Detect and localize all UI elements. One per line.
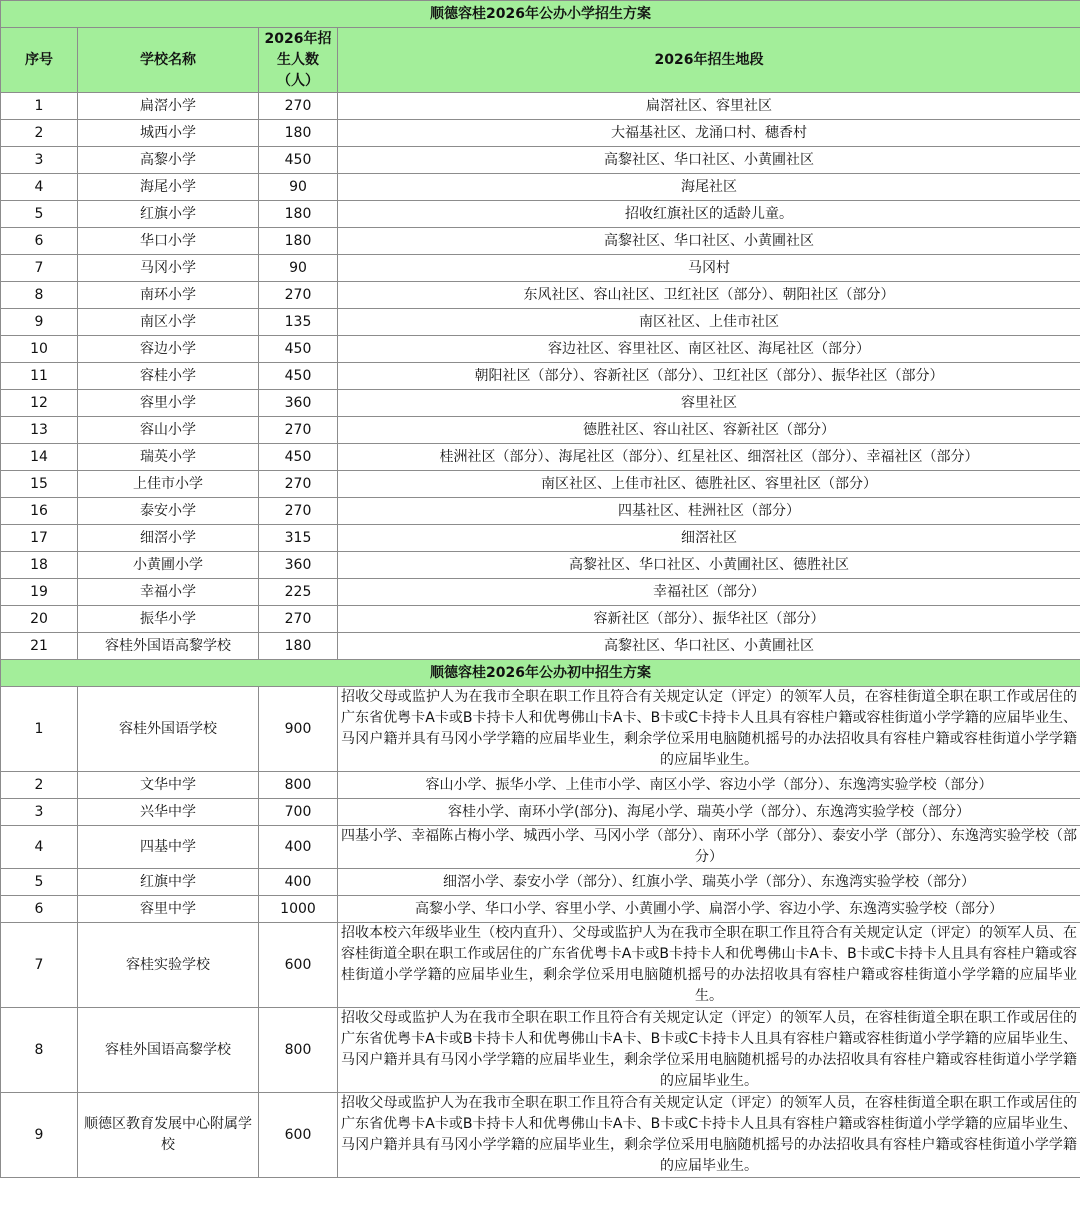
primary-title: 顺德容桂2026年公办小学招生方案 — [1, 1, 1080, 28]
enrollment-count: 315 — [259, 525, 338, 552]
row-index: 19 — [1, 579, 78, 606]
school-name: 容桂实验学校 — [78, 923, 259, 1008]
enrollment-area: 招收父母或监护人为在我市全职在职工作且符合有关规定认定（评定）的领军人员，在容桂街道全职在职工作或居住的广东省优粤卡A卡或B卡持卡人和优粤佛山卡A卡、B卡或C卡持卡人且具有容桂户籍或容桂街道小学学籍的应届毕业生、马冈户籍并具有马冈小学学籍的应届毕业生，剩余学位采用电脑随机摇号的办法招收具有容桂户籍或容桂街道小学学籍的应届毕业生。 — [338, 1093, 1080, 1178]
school-name: 华口小学 — [78, 228, 259, 255]
school-name: 扁滘小学 — [78, 93, 259, 120]
enrollment-count: 270 — [259, 93, 338, 120]
school-name: 容边小学 — [78, 336, 259, 363]
school-name: 容山小学 — [78, 417, 259, 444]
row-index: 20 — [1, 606, 78, 633]
enrollment-count: 450 — [259, 336, 338, 363]
enrollment-area: 容边社区、容里社区、南区社区、海尾社区（部分） — [338, 336, 1080, 363]
enrollment-area: 容新社区（部分）、振华社区（部分） — [338, 606, 1080, 633]
table-row — [1, 201, 1080, 228]
row-index: 21 — [1, 633, 78, 660]
table-row — [1, 120, 1080, 147]
enrollment-count: 800 — [259, 772, 338, 799]
enrollment-area: 高黎社区、华口社区、小黄圃社区 — [338, 228, 1080, 255]
enrollment-area: 招收父母或监护人为在我市全职在职工作且符合有关规定认定（评定）的领军人员，在容桂街道全职在职工作或居住的广东省优粤卡A卡或B卡持卡人和优粤佛山卡A卡、B卡或C卡持卡人且具有容桂户籍或容桂街道小学学籍的应届毕业生、马冈户籍并具有马冈小学学籍的应届毕业生，剩余学位采用电脑随机摇号的办法招收具有容桂户籍或容桂街道小学学籍的应届毕业生。 — [338, 1008, 1080, 1093]
enrollment-area: 招收本校六年级毕业生（校内直升）、父母或监护人为在我市全职在职工作且符合有关规定认定（评定）的领军人员、在容桂街道全职在职工作或居住的广东省优粤卡A卡或B卡持卡人和优粤佛山卡A卡、B卡或C卡持卡人且具有容桂户籍或容桂街道小学学籍的应届毕业生，剩余学位采用电脑随机摇号的办法招收具有容桂户籍或容桂街道小学学籍的应届毕业生。 — [338, 923, 1080, 1008]
enrollment-count: 800 — [259, 1008, 338, 1093]
enrollment-area: 容桂小学、南环小学(部分)、海尾小学、瑞英小学（部分）、东逸湾实验学校（部分） — [338, 799, 1080, 826]
row-index: 16 — [1, 498, 78, 525]
school-name: 容桂外国语学校 — [78, 687, 259, 772]
school-name: 红旗小学 — [78, 201, 259, 228]
school-name: 上佳市小学 — [78, 471, 259, 498]
enrollment-count: 270 — [259, 282, 338, 309]
row-index: 17 — [1, 525, 78, 552]
row-index: 4 — [1, 826, 78, 869]
row-index: 15 — [1, 471, 78, 498]
row-index: 14 — [1, 444, 78, 471]
enrollment-count: 400 — [259, 869, 338, 896]
row-index: 3 — [1, 799, 78, 826]
enrollment-count: 270 — [259, 498, 338, 525]
school-name: 瑞英小学 — [78, 444, 259, 471]
table-row — [1, 633, 1080, 660]
school-name: 文华中学 — [78, 772, 259, 799]
enrollment-count: 400 — [259, 826, 338, 869]
enrollment-area: 高黎小学、华口小学、容里小学、小黄圃小学、扁滘小学、容边小学、东逸湾实验学校（部分） — [338, 896, 1080, 923]
header-row — [1, 28, 1080, 93]
school-name: 容桂外国语高黎学校 — [78, 1008, 259, 1093]
table-row — [1, 93, 1080, 120]
row-index: 1 — [1, 687, 78, 772]
table-row — [1, 1093, 1080, 1178]
row-index: 6 — [1, 228, 78, 255]
school-name: 小黄圃小学 — [78, 552, 259, 579]
enrollment-count: 1000 — [259, 896, 338, 923]
enrollment-area: 高黎社区、华口社区、小黄圃社区、德胜社区 — [338, 552, 1080, 579]
table-row — [1, 772, 1080, 799]
school-name: 马冈小学 — [78, 255, 259, 282]
school-name: 细滘小学 — [78, 525, 259, 552]
enrollment-area: 细滘社区 — [338, 525, 1080, 552]
table-row — [1, 147, 1080, 174]
table-row — [1, 336, 1080, 363]
row-index: 12 — [1, 390, 78, 417]
table-row — [1, 417, 1080, 444]
row-index: 5 — [1, 201, 78, 228]
school-name: 泰安小学 — [78, 498, 259, 525]
row-index: 2 — [1, 772, 78, 799]
table-row — [1, 525, 1080, 552]
row-index: 7 — [1, 923, 78, 1008]
row-index: 1 — [1, 93, 78, 120]
enrollment-count: 270 — [259, 417, 338, 444]
row-index: 18 — [1, 552, 78, 579]
table-row — [1, 579, 1080, 606]
table-row — [1, 552, 1080, 579]
enrollment-area: 扁滘社区、容里社区 — [338, 93, 1080, 120]
table-row — [1, 255, 1080, 282]
enrollment-count: 180 — [259, 633, 338, 660]
school-name: 南环小学 — [78, 282, 259, 309]
enrollment-count: 360 — [259, 390, 338, 417]
enrollment-area: 德胜社区、容山社区、容新社区（部分） — [338, 417, 1080, 444]
enrollment-count: 450 — [259, 444, 338, 471]
enrollment-count: 180 — [259, 228, 338, 255]
header-count: 2026年招生人数（人） — [259, 28, 338, 93]
header-school: 学校名称 — [78, 28, 259, 93]
enrollment-area: 海尾社区 — [338, 174, 1080, 201]
row-index: 3 — [1, 147, 78, 174]
enrollment-area: 南区社区、上佳市社区 — [338, 309, 1080, 336]
school-name: 容里中学 — [78, 896, 259, 923]
row-index: 8 — [1, 1008, 78, 1093]
row-index: 7 — [1, 255, 78, 282]
school-name: 四基中学 — [78, 826, 259, 869]
table-row — [1, 1008, 1080, 1093]
enrollment-area: 招收父母或监护人为在我市全职在职工作且符合有关规定认定（评定）的领军人员，在容桂街道全职在职工作或居住的广东省优粤卡A卡或B卡持卡人和优粤佛山卡A卡、B卡或C卡持卡人且具有容桂户籍或容桂街道小学学籍的应届毕业生、马冈户籍并具有马冈小学学籍的应届毕业生，剩余学位采用电脑随机摇号的办法招收具有容桂户籍或容桂街道小学学籍的应届毕业生。 — [338, 687, 1080, 772]
table-row — [1, 363, 1080, 390]
table-row — [1, 444, 1080, 471]
row-index: 8 — [1, 282, 78, 309]
enrollment-count: 270 — [259, 471, 338, 498]
middle-title-row — [1, 660, 1080, 687]
school-name: 城西小学 — [78, 120, 259, 147]
enrollment-area: 高黎社区、华口社区、小黄圃社区 — [338, 633, 1080, 660]
school-name: 红旗中学 — [78, 869, 259, 896]
primary-title-row — [1, 1, 1080, 28]
table-row — [1, 471, 1080, 498]
table-row — [1, 799, 1080, 826]
table-row — [1, 390, 1080, 417]
table-row — [1, 309, 1080, 336]
table-row — [1, 826, 1080, 869]
enrollment-count: 450 — [259, 147, 338, 174]
enrollment-count: 225 — [259, 579, 338, 606]
table-row — [1, 687, 1080, 772]
enrollment-area: 四基社区、桂洲社区（部分） — [338, 498, 1080, 525]
row-index: 9 — [1, 309, 78, 336]
enrollment-count: 180 — [259, 201, 338, 228]
enrollment-count: 270 — [259, 606, 338, 633]
enrollment-count: 135 — [259, 309, 338, 336]
school-name: 兴华中学 — [78, 799, 259, 826]
table-row — [1, 228, 1080, 255]
enrollment-area: 细滘小学、泰安小学（部分）、红旗小学、瑞英小学（部分）、东逸湾实验学校（部分） — [338, 869, 1080, 896]
enrollment-count: 180 — [259, 120, 338, 147]
school-name: 高黎小学 — [78, 147, 259, 174]
row-index: 13 — [1, 417, 78, 444]
enrollment-area: 东风社区、容山社区、卫红社区（部分）、朝阳社区（部分） — [338, 282, 1080, 309]
enrollment-count: 360 — [259, 552, 338, 579]
enrollment-area: 幸福社区（部分） — [338, 579, 1080, 606]
row-index: 4 — [1, 174, 78, 201]
table-row — [1, 923, 1080, 1008]
enrollment-area: 容里社区 — [338, 390, 1080, 417]
enrollment-count: 600 — [259, 1093, 338, 1178]
school-name: 海尾小学 — [78, 174, 259, 201]
enrollment-count: 90 — [259, 174, 338, 201]
school-name: 容桂外国语高黎学校 — [78, 633, 259, 660]
enrollment-count: 900 — [259, 687, 338, 772]
school-name: 南区小学 — [78, 309, 259, 336]
enrollment-area: 桂洲社区（部分）、海尾社区（部分）、红星社区、细滘社区（部分）、幸福社区（部分） — [338, 444, 1080, 471]
enrollment-area: 大福基社区、龙涌口村、穗香村 — [338, 120, 1080, 147]
school-name: 容里小学 — [78, 390, 259, 417]
enrollment-count: 90 — [259, 255, 338, 282]
school-name: 顺德区教育发展中心附属学校 — [78, 1093, 259, 1178]
header-index: 序号 — [1, 28, 78, 93]
table-row — [1, 606, 1080, 633]
enrollment-area: 四基小学、幸福陈占梅小学、城西小学、马冈小学（部分）、南环小学（部分）、泰安小学（部分）、东逸湾实验学校（部分） — [338, 826, 1080, 869]
school-name: 振华小学 — [78, 606, 259, 633]
row-index: 6 — [1, 896, 78, 923]
enrollment-count: 450 — [259, 363, 338, 390]
header-area: 2026年招生地段 — [338, 28, 1080, 93]
enrollment-area: 朝阳社区（部分）、容新社区（部分）、卫红社区（部分）、振华社区（部分） — [338, 363, 1080, 390]
enrollment-count: 600 — [259, 923, 338, 1008]
row-index: 11 — [1, 363, 78, 390]
row-index: 2 — [1, 120, 78, 147]
enrollment-area: 容山小学、振华小学、上佳市小学、南区小学、容边小学（部分）、东逸湾实验学校（部分） — [338, 772, 1080, 799]
table-row — [1, 174, 1080, 201]
middle-title: 顺德容桂2026年公办初中招生方案 — [1, 660, 1080, 687]
enrollment-area: 招收红旗社区的适龄儿童。 — [338, 201, 1080, 228]
enrollment-count: 700 — [259, 799, 338, 826]
enrollment-area: 南区社区、上佳市社区、德胜社区、容里社区（部分） — [338, 471, 1080, 498]
table-row — [1, 282, 1080, 309]
table-row — [1, 498, 1080, 525]
school-name: 容桂小学 — [78, 363, 259, 390]
table-row — [1, 896, 1080, 923]
school-name: 幸福小学 — [78, 579, 259, 606]
enrollment-area: 高黎社区、华口社区、小黄圃社区 — [338, 147, 1080, 174]
table-row — [1, 869, 1080, 896]
row-index: 9 — [1, 1093, 78, 1178]
row-index: 10 — [1, 336, 78, 363]
enrollment-area: 马冈村 — [338, 255, 1080, 282]
row-index: 5 — [1, 869, 78, 896]
